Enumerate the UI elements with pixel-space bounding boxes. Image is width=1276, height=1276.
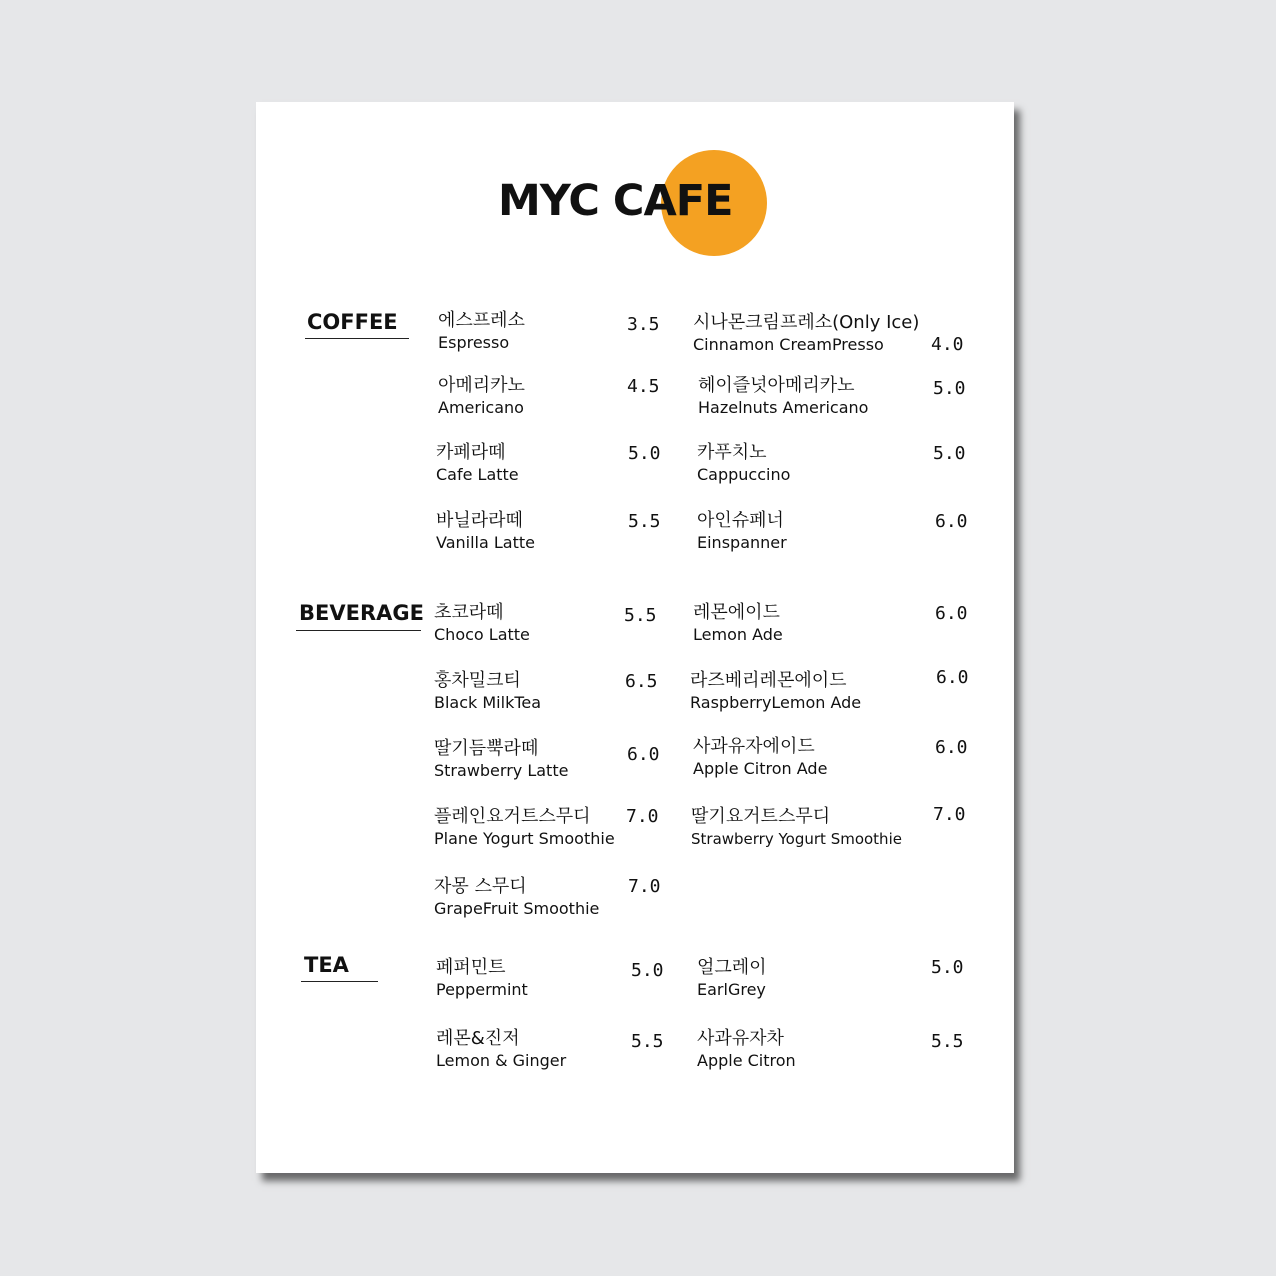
item-name-en: Cinnamon CreamPresso xyxy=(693,335,884,354)
menu-item-lemon-ginger xyxy=(436,1028,566,1072)
item-name-en: Apple Citron xyxy=(697,1051,796,1070)
item-price: 3.5 xyxy=(627,314,660,335)
item-name-en: Einspanner xyxy=(697,533,787,552)
menu-item-strawberry-yogurt-smoothie xyxy=(691,806,902,850)
item-name-kr: 홍차밀크티 xyxy=(434,670,521,691)
item-name-en: Strawberry Yogurt Smoothie xyxy=(691,830,902,848)
item-price: 6.0 xyxy=(935,737,968,758)
item-name-en: Black MilkTea xyxy=(434,693,542,712)
cafe-title: MYC CAFE xyxy=(498,176,733,226)
item-name-en: Americano xyxy=(438,398,524,417)
item-name-kr: 사과유자에이드 xyxy=(693,736,815,757)
item-name-kr: 라즈베리레몬에이드 xyxy=(690,670,847,691)
item-price: 4.5 xyxy=(627,376,660,397)
category-beverage: BEVERAGE xyxy=(299,601,424,625)
item-price: 6.5 xyxy=(625,671,658,692)
item-price: 7.0 xyxy=(626,806,659,827)
item-name-kr: 자몽 스무디 xyxy=(434,876,527,897)
menu-item-vanilla-latte xyxy=(436,510,535,554)
item-name-en: Cappuccino xyxy=(697,465,791,484)
category-coffee-underline xyxy=(305,338,409,339)
menu-item-black-milktea xyxy=(434,670,541,714)
item-name-kr: 딸기듬뿍라떼 xyxy=(434,738,539,759)
item-name-en: GrapeFruit Smoothie xyxy=(434,899,600,918)
item-name-en: EarlGrey xyxy=(697,980,766,999)
item-price: 6.0 xyxy=(936,667,969,688)
menu-item-lemon-ade xyxy=(693,602,783,646)
menu-item-einspanner xyxy=(697,510,787,554)
item-name-kr: 레몬&진저 xyxy=(436,1028,520,1049)
menu-item-americano xyxy=(438,375,525,419)
item-name-kr: 페퍼민트 xyxy=(436,957,506,978)
menu-item-apple-citron-ade xyxy=(693,736,827,780)
item-name-kr: 바닐라라떼 xyxy=(436,510,523,531)
category-beverage-underline xyxy=(296,630,421,631)
category-tea: TEA xyxy=(304,953,349,977)
item-price: 5.5 xyxy=(624,605,657,626)
menu-item-plane-yogurt-smoothie xyxy=(434,806,615,850)
menu-item-raspberry-lemon-ade xyxy=(690,670,861,714)
item-name-en: Lemon Ade xyxy=(693,625,783,644)
item-price: 7.0 xyxy=(628,876,661,897)
item-name-en: Espresso xyxy=(438,333,510,352)
category-coffee: COFFEE xyxy=(307,310,398,334)
item-name-kr: 초코라떼 xyxy=(434,602,504,623)
menu-item-earlgrey xyxy=(697,957,767,1001)
item-price: 5.5 xyxy=(631,1031,664,1052)
item-price: 5.0 xyxy=(931,957,964,978)
menu-item-peppermint xyxy=(436,957,528,1001)
item-name-en: RaspberryLemon Ade xyxy=(690,693,862,712)
item-price: 5.0 xyxy=(933,443,966,464)
menu-item-cafe-latte xyxy=(436,442,519,486)
item-name-en: Cafe Latte xyxy=(436,465,519,484)
menu-paper xyxy=(256,102,1014,1173)
item-name-en: Choco Latte xyxy=(434,625,530,644)
menu-item-grapefruit-smoothie xyxy=(434,876,599,920)
item-name-kr: 시나몬크림프레소(Only Ice) xyxy=(693,312,920,333)
menu-item-strawberry-latte xyxy=(434,738,568,782)
item-name-en: Lemon & Ginger xyxy=(436,1051,567,1070)
item-name-kr: 헤이즐넛아메리카노 xyxy=(698,375,855,396)
item-name-en: Hazelnuts Americano xyxy=(698,398,869,417)
item-name-kr: 딸기요거트스무디 xyxy=(691,806,831,827)
item-price: 5.0 xyxy=(631,960,664,981)
item-price: 5.0 xyxy=(933,378,966,399)
item-name-kr: 사과유자차 xyxy=(697,1028,784,1049)
item-name-en: Peppermint xyxy=(436,980,528,999)
item-name-kr: 아인슈페너 xyxy=(697,510,784,531)
item-price: 5.5 xyxy=(628,511,661,532)
item-name-en: Plane Yogurt Smoothie xyxy=(434,829,615,848)
item-name-en: Apple Citron Ade xyxy=(693,759,828,778)
item-price: 6.0 xyxy=(935,603,968,624)
menu-item-cinnamon-creampresso xyxy=(693,312,919,356)
item-name-en: Strawberry Latte xyxy=(434,761,569,780)
item-name-kr: 레몬에이드 xyxy=(693,602,780,623)
item-name-kr: 카푸치노 xyxy=(697,442,767,463)
item-price: 5.0 xyxy=(628,443,661,464)
item-price: 4.0 xyxy=(931,334,964,355)
menu-item-espresso xyxy=(438,310,525,354)
item-name-kr: 아메리카노 xyxy=(438,375,525,396)
item-price: 6.0 xyxy=(627,744,660,765)
item-name-kr: 플레인요거트스무디 xyxy=(434,806,591,827)
category-tea-underline xyxy=(301,981,378,982)
item-price: 7.0 xyxy=(933,804,966,825)
item-price: 6.0 xyxy=(935,511,968,532)
item-name-en: Vanilla Latte xyxy=(436,533,535,552)
item-name-kr: 카페라떼 xyxy=(436,442,506,463)
menu-item-cappuccino xyxy=(697,442,790,486)
item-name-kr: 에스프레소 xyxy=(438,310,525,331)
menu-item-choco-latte xyxy=(434,602,530,646)
menu-item-apple-citron xyxy=(697,1028,796,1072)
item-name-kr: 얼그레이 xyxy=(697,957,767,978)
menu-item-hazelnuts-americano xyxy=(698,375,868,419)
item-price: 5.5 xyxy=(931,1031,964,1052)
